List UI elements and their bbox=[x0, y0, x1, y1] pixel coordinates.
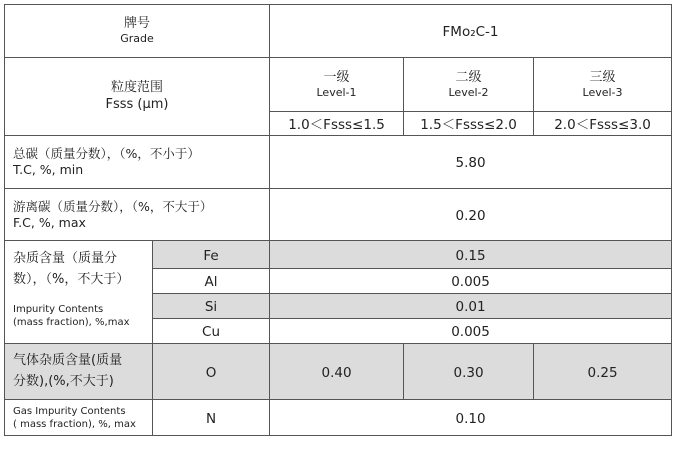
total-carbon-zh: 总碳（质量分数），（%，不小于） bbox=[13, 146, 200, 162]
impurity-label-cell bbox=[5, 241, 153, 344]
value-fe-cell bbox=[270, 241, 672, 269]
impurity-en-line2: (mass fraction), %,max bbox=[13, 316, 130, 328]
value-si-cell bbox=[270, 294, 672, 319]
element-fe: Fe bbox=[203, 247, 219, 264]
impurity-zh-line1: 杂质含量（质量分 bbox=[13, 251, 118, 266]
range-1-cell bbox=[270, 112, 404, 136]
value-o-level-2: 0.30 bbox=[453, 364, 484, 381]
gas-label-zh-cell bbox=[5, 344, 153, 400]
size-label-zh: 粒度范围 bbox=[111, 80, 164, 96]
level-3-zh: 三级 bbox=[589, 69, 616, 85]
grade-label-cell bbox=[5, 5, 270, 58]
total-carbon-row bbox=[5, 136, 672, 189]
value-o-level-1: 0.40 bbox=[321, 364, 352, 381]
value-si: 0.01 bbox=[455, 299, 486, 315]
element-o-cell bbox=[153, 344, 270, 400]
spec-table bbox=[4, 4, 672, 436]
element-cu: Cu bbox=[202, 324, 220, 340]
free-carbon-value: 0.20 bbox=[455, 207, 486, 224]
level-1-cell bbox=[270, 58, 404, 112]
total-carbon-label-cell bbox=[5, 136, 270, 189]
value-fe: 0.15 bbox=[455, 247, 486, 264]
value-o-1-cell bbox=[270, 344, 404, 400]
impurity-zh-line2: 数），（%，不大于） bbox=[13, 271, 130, 287]
range-2: 1.5＜Fsss≤2.0 bbox=[420, 116, 517, 133]
element-al-cell bbox=[153, 269, 270, 294]
impurity-row-fe bbox=[5, 241, 672, 269]
gas-en-line2: ( mass fraction), %, max bbox=[13, 418, 136, 430]
range-2-cell bbox=[404, 112, 534, 136]
value-n: 0.10 bbox=[455, 410, 486, 427]
value-o-level-3: 0.25 bbox=[587, 364, 618, 381]
gas-row-n bbox=[5, 400, 672, 436]
level-2-zh: 二级 bbox=[455, 69, 482, 85]
gas-row-o bbox=[5, 344, 672, 400]
size-label-cell bbox=[5, 58, 270, 136]
level-3-en: Level-3 bbox=[582, 85, 623, 99]
value-cu-cell bbox=[270, 319, 672, 344]
gas-en-line1: Gas Impurity Contents bbox=[13, 405, 126, 417]
grade-label-en: Grade bbox=[120, 32, 154, 46]
value-al: 0.005 bbox=[451, 274, 490, 290]
element-si: Si bbox=[204, 299, 218, 315]
level-2-cell bbox=[404, 58, 534, 112]
element-si-cell bbox=[153, 294, 270, 319]
value-cu: 0.005 bbox=[451, 324, 490, 340]
free-carbon-zh: 游离碳（质量分数），（%，不大于） bbox=[13, 198, 213, 214]
level-1-zh: 一级 bbox=[323, 69, 350, 85]
range-3-cell bbox=[534, 112, 672, 136]
value-n-cell bbox=[270, 400, 672, 436]
element-o: O bbox=[205, 364, 217, 381]
size-label-en: Fsss (μm) bbox=[105, 96, 169, 112]
free-carbon-label-cell bbox=[5, 189, 270, 241]
element-al: Al bbox=[204, 274, 218, 290]
impurity-en-line1: Impurity Contents bbox=[13, 303, 104, 315]
grade-label-zh: 牌号 bbox=[124, 16, 151, 31]
gas-zh-line2: 分数),(%,不大于) bbox=[13, 373, 114, 389]
free-carbon-value-cell bbox=[270, 189, 672, 241]
level-3-cell bbox=[534, 58, 672, 112]
total-carbon-value: 5.80 bbox=[455, 155, 486, 171]
range-1: 1.0＜Fsss≤1.5 bbox=[288, 116, 385, 133]
element-n-cell bbox=[153, 400, 270, 436]
element-n: N bbox=[205, 410, 217, 427]
value-o-2-cell bbox=[404, 344, 534, 400]
gas-zh-line1: 气体杂质含量(质量 bbox=[13, 352, 123, 368]
level-1-en: Level-1 bbox=[316, 85, 357, 99]
grade-value-cell bbox=[270, 5, 672, 58]
grade-row bbox=[5, 5, 672, 58]
total-carbon-value-cell bbox=[270, 136, 672, 189]
element-cu-cell bbox=[153, 319, 270, 344]
level-header-row bbox=[5, 58, 672, 112]
level-2-en: Level-2 bbox=[448, 85, 489, 99]
range-3: 2.0＜Fsss≤3.0 bbox=[554, 116, 651, 133]
grade-value: FMo₂C-1 bbox=[442, 24, 499, 40]
total-carbon-en: T.C, %, min bbox=[13, 162, 84, 177]
value-al-cell bbox=[270, 269, 672, 294]
free-carbon-row bbox=[5, 189, 672, 241]
free-carbon-en: F.C, %, max bbox=[13, 214, 86, 230]
gas-label-en-cell bbox=[5, 400, 153, 436]
value-o-3-cell bbox=[534, 344, 672, 400]
element-fe-cell bbox=[153, 241, 270, 269]
